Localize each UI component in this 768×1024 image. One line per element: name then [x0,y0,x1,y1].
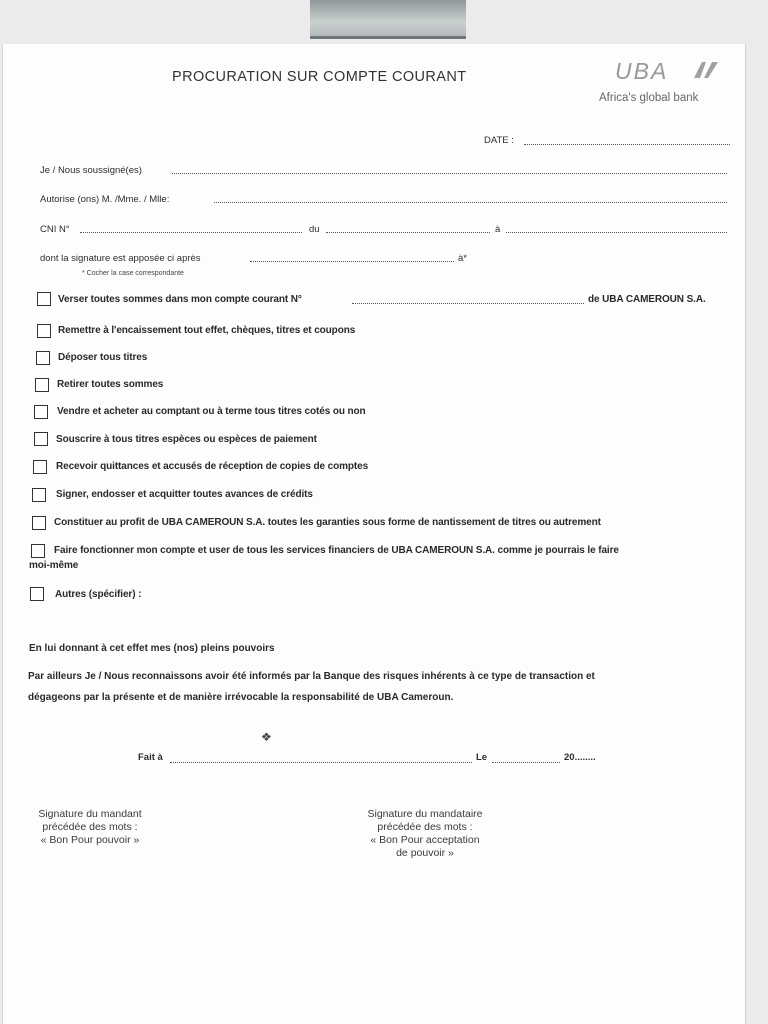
year-field: 20........ [564,752,596,763]
signature-mandant-line1: Signature du mandant [38,808,142,820]
le-label: Le [476,752,488,763]
cni-a-line[interactable] [506,232,727,233]
signature-a-label: à* [458,253,467,264]
ink-mark: ❖ [261,730,272,744]
checkbox-verser[interactable] [37,292,51,306]
date-line[interactable] [524,144,730,145]
signature-line-label: dont la signature est apposée ci après [40,253,201,264]
uba-logo: UBA [615,58,669,84]
option-signer-label: Signer, endosser et acquitter toutes avances de crédits [56,489,313,500]
fait-a-line[interactable] [170,762,472,763]
signature-mandataire-line3: « Bon Pour acceptation [370,834,480,846]
checkbox-vendre[interactable] [34,405,48,419]
signature-mandant-line3: « Bon Pour pouvoir » [40,834,140,846]
checkbox-note: * Cocher la case correspondante [82,270,184,277]
checkbox-constituer[interactable] [32,516,46,530]
signature-mandataire-line4: de pouvoir » [396,847,454,859]
option-autres-label: Autres (spécifier) : [55,589,142,600]
signature-mandataire-line1: Signature du mandataire [367,808,483,820]
risk-paragraph-line2: dégageons par la présente et de manière irrévocable la responsabilité de UBA Cameroun. [28,692,454,703]
option-remettre-label: Remettre à l'encaissement tout effet, chèques, titres et coupons [58,325,356,336]
checkbox-retirer[interactable] [35,378,49,392]
option-constituer-label: Constituer au profit de UBA CAMEROUN S.A. toutes les garanties sous forme de nantissement de titres ou autrement [54,517,601,528]
option-faire-fonctionner-label: Faire fonctionner mon compte et user de tous les services financiers de UBA CAMEROUN S.A. comme je pourrais le faire [54,545,619,556]
checkbox-faire-fonctionner[interactable] [31,544,45,558]
signature-mandant-block [20,808,160,847]
checkbox-remettre[interactable] [37,324,51,338]
option-deposer-label: Déposer tous titres [58,352,148,363]
fait-a-label: Fait à [138,752,163,763]
checkbox-souscrire[interactable] [34,432,48,446]
pouvoirs-paragraph: En lui donnant à cet effet mes (nos) pleins pouvoirs [29,643,275,654]
date-label: DATE : [484,135,514,146]
checkbox-autres[interactable] [30,587,44,601]
form-title: PROCURATION SUR COMPTE COURANT [172,69,467,85]
cni-du-line[interactable] [326,232,490,233]
signature-mandataire-line2: précédée des mots : [377,821,473,833]
form-sheet [2,44,746,1024]
signature-mandant-line2: précédée des mots : [42,821,138,833]
cni-a-label: à [495,224,501,235]
account-number-line[interactable] [352,303,584,304]
soussigne-label: Je / Nous soussigné(es) [40,165,142,176]
uba-logo-mark-icon [692,60,720,80]
paper-clip [310,0,466,39]
option-vendre-label: Vendre et acheter au comptant ou à terme tous titres cotés ou non [57,406,366,417]
brand-tagline: Africa's global bank [599,92,699,104]
cni-label: CNI N° [40,224,70,235]
signature-mandataire-block [350,808,500,860]
risk-paragraph-line1: Par ailleurs Je / Nous reconnaissons avoir été informés par la Banque des risques inhérents à ce type de transaction et [28,671,595,682]
le-line[interactable] [492,762,560,763]
option-recevoir-label: Recevoir quittances et accusés de réception de copies de comptes [56,461,369,472]
cni-du-label: du [309,224,320,235]
cni-line[interactable] [80,232,302,233]
signature-place-line[interactable] [250,261,454,262]
checkbox-deposer[interactable] [36,351,50,365]
option-verser-suffix: de UBA CAMEROUN S.A. [588,294,706,305]
checkbox-signer[interactable] [32,488,46,502]
autorise-line[interactable] [214,202,727,203]
soussigne-line[interactable] [172,173,727,174]
option-verser-label: Verser toutes sommes dans mon compte courant N° [58,294,302,305]
option-souscrire-label: Souscrire à tous titres espèces ou espèces de paiement [56,434,317,445]
option-retirer-label: Retirer toutes sommes [57,379,164,390]
autorise-label: Autorise (ons) M. /Mme. / Mlle: [40,194,170,205]
checkbox-recevoir[interactable] [33,460,47,474]
option-faire-fonctionner-continuation: moi-même [29,560,79,571]
